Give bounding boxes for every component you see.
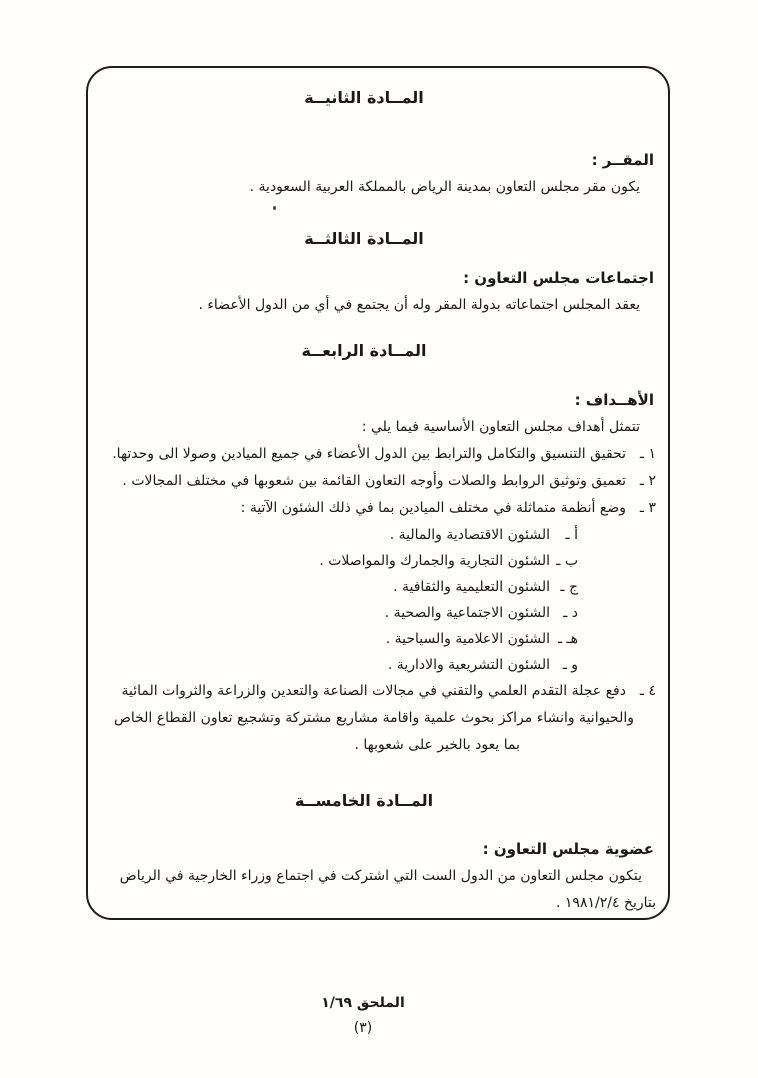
article-4-heading: المــادة الرابعــة bbox=[301, 341, 427, 360]
domain-text: الشئون التعليمية والثقافية . bbox=[393, 579, 550, 595]
article-3-heading: المــادة الثالثــة bbox=[304, 229, 424, 248]
article-5-heading: المــادة الخامســة bbox=[294, 791, 434, 810]
objectives-intro: تتمثل أهداف مجلس التعاون الأساسية فيما يلي : bbox=[361, 419, 640, 435]
domain-row-c bbox=[100, 574, 656, 600]
domain-text: الشئون الاقتصادية والمالية . bbox=[389, 527, 550, 543]
document-frame bbox=[86, 66, 670, 920]
objective-text: وضع أنظمة متماثلة في مختلف الميادين بما في ذلك الشئون الآتية : bbox=[240, 500, 626, 516]
objective-row-4 bbox=[100, 678, 656, 705]
domain-marker: ب ـ bbox=[556, 553, 578, 569]
section-title-meetings: اجتماعات مجلس التعاون : bbox=[463, 269, 654, 287]
domain-row-e bbox=[100, 626, 656, 652]
domain-row-b bbox=[100, 548, 656, 574]
objective-marker: ١ ـ bbox=[639, 446, 656, 462]
section-title-objectives: الأهــداف : bbox=[574, 391, 654, 409]
domain-marker: أ ـ bbox=[565, 527, 578, 543]
objective-4-continuation: والحيوانية وانشاء مراكز بحوث علمية واقامة مشاريع مشتركة وتشجيع تعاون القطاع الخاص bbox=[113, 710, 634, 726]
scan-artifact-dot bbox=[273, 206, 276, 210]
article-2-body: يكون مقر مجلس التعاون بمدينة الرياض بالمملكة العربية السعودية . bbox=[249, 179, 640, 195]
article-5-body: يتكون مجلس التعاون من الدول الست التي اشتركت في اجتماع وزراء الخارجية في الرياض bbox=[119, 868, 642, 884]
domain-text: الشئون التشريعية والادارية . bbox=[387, 657, 550, 673]
objective-text: تعميق وتوثيق الروابط والصلات وأوجه التعاون القائمة بين شعوبها في مختلف المجالات . bbox=[122, 473, 626, 489]
domain-row-f bbox=[100, 652, 656, 678]
page-number: (٣) bbox=[353, 1020, 373, 1036]
section-title-membership: عضوية مجلس التعاون : bbox=[482, 840, 654, 858]
article-5-date-line: بتاريخ ١٩٨١/٢/٤ . bbox=[556, 895, 656, 911]
objective-marker: ٤ ـ bbox=[639, 683, 656, 699]
domain-row-d bbox=[100, 600, 656, 626]
domain-marker: ج ـ bbox=[560, 579, 578, 595]
objective-marker: ٢ ـ bbox=[639, 473, 656, 489]
domain-text: الشئون الاعلامية والسياحية . bbox=[385, 631, 550, 647]
domain-row-a bbox=[100, 522, 656, 548]
article-3-body: يعقد المجلس اجتماعاته بدولة المقر وله أن يجتمع في أي من الدول الأعضاء . bbox=[198, 297, 640, 313]
domain-marker: هـ ـ bbox=[557, 631, 578, 647]
objective-4-continuation: بما يعود بالخير على شعوبها . bbox=[354, 737, 520, 753]
domain-marker: و ـ bbox=[562, 657, 578, 673]
objective-text: دفع عجلة التقدم العلمي والتقني في مجالات الصناعة والتعدين والزراعة والثروات المائية bbox=[121, 683, 626, 699]
domain-text: الشئون الاجتماعية والصحية . bbox=[384, 605, 550, 621]
section-title-headquarters: المقــر : bbox=[591, 151, 654, 169]
domain-text: الشئون التجارية والجمارك والمواصلات . bbox=[319, 553, 550, 569]
domain-marker: د ـ bbox=[563, 605, 578, 621]
objective-marker: ٣ ـ bbox=[639, 500, 656, 516]
objective-row-3 bbox=[100, 495, 656, 522]
page-footer bbox=[0, 990, 742, 1040]
objective-row-2 bbox=[100, 468, 656, 495]
annex-label: الملحق ١/٦٩ bbox=[321, 995, 405, 1011]
article-2-heading: المــادة الثانيــة bbox=[304, 88, 424, 107]
objective-text: تحقيق التنسيق والتكامل والترابط بين الدول الأعضاء في جميع الميادين وصولا الى وحدتها. bbox=[112, 446, 626, 462]
objective-row-1 bbox=[100, 441, 656, 468]
